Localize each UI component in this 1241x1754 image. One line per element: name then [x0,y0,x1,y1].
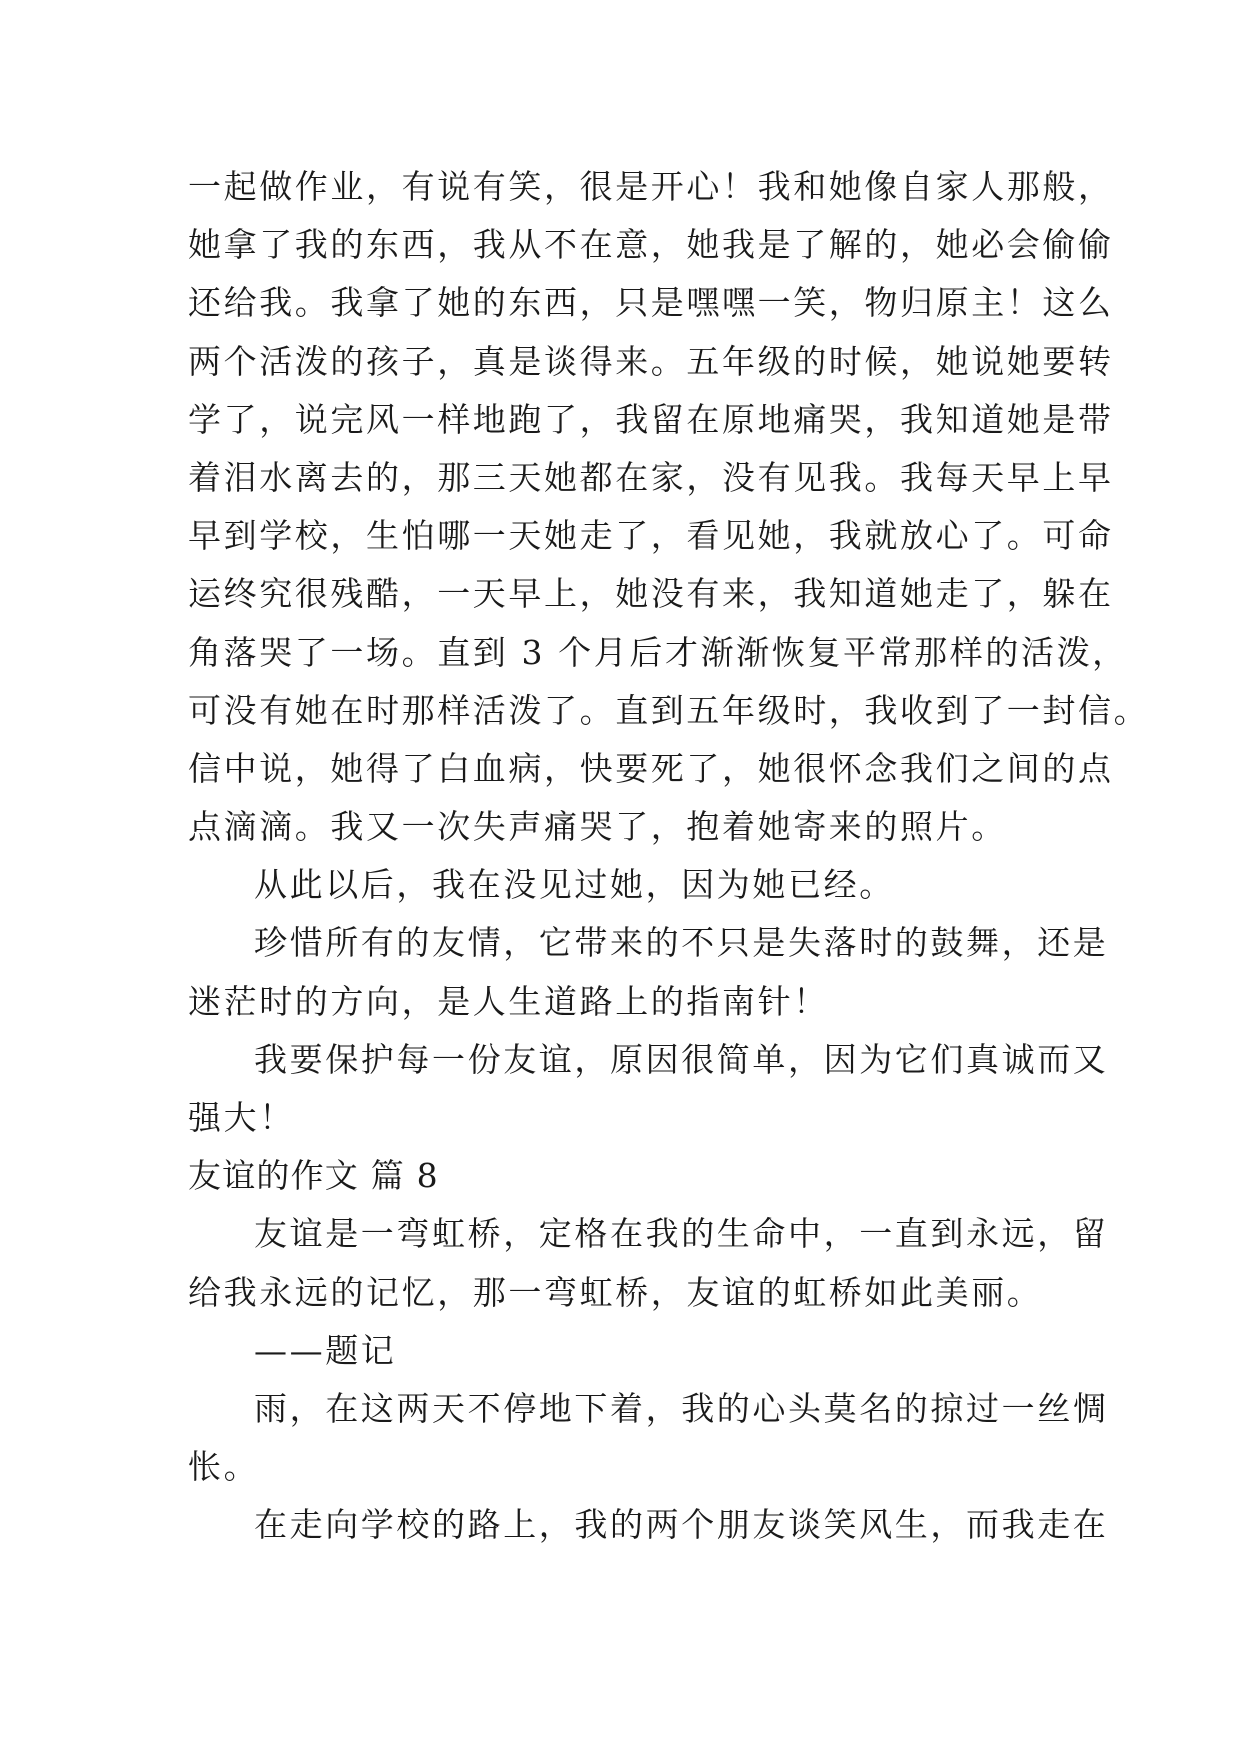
paragraph-start-line: 我要保护每一份友谊，原因很简单，因为它们真诚而又 [254,1039,1109,1079]
paragraph-start-line: 从此以后，我在没见过她，因为她已经。 [254,865,895,905]
epigraph-attribution: ——题记 [254,1330,397,1370]
text-line: 两个活泼的孩子，真是谈得来。五年级的时候，她说她要转 [188,341,1114,381]
text-line: 信中说，她得了白血病，快要死了，她很怀念我们之间的点 [188,748,1114,788]
text-line: 怅。 [188,1447,260,1487]
text-line: 点滴滴。我又一次失声痛哭了，抱着她寄来的照片。 [188,807,1007,847]
paragraph-start-line: 在走向学校的路上，我的两个朋友谈笑风生，而我走在 [254,1505,1109,1545]
paragraph-start-line: 雨，在这两天不停地下着，我的心头莫名的掠过一丝惆 [254,1388,1109,1428]
text-line: 迷茫时的方向，是人生道路上的指南针！ [188,981,829,1021]
text-line: 给我永远的记忆，那一弯虹桥，友谊的虹桥如此美丽。 [188,1272,1043,1312]
text-line: 还给我。我拿了她的东西，只是嘿嘿一笑，物归原主！这么 [188,283,1114,323]
text-line: 一起做作业，有说有笑，很是开心！我和她像自家人那般， [188,167,1114,206]
text-line: 着泪水离去的，那三天她都在家，没有见我。我每天早上早 [188,457,1114,497]
text-line: 强大！ [188,1098,295,1137]
section-heading: 友谊的作文 篇 8 [188,1156,439,1196]
text-line: 学了，说完风一样地跑了，我留在原地痛哭，我知道她是带 [188,399,1114,439]
text-line: 运终究很残酷，一天早上，她没有来，我知道她走了，躲在 [188,574,1114,614]
text-line: 可没有她在时那样活泼了。直到五年级时，我收到了一封信。 [188,690,1150,730]
text-line: 角落哭了一场。直到 3 个月后才渐渐恢复平常那样的活泼， [188,632,1128,672]
text-line: 早到学校，生怕哪一天她走了，看见她，我就放心了。可命 [188,516,1114,556]
text-line: 她拿了我的东西，我从不在意，她我是了解的，她必会偷偷 [188,225,1114,265]
paragraph-start-line: 珍惜所有的友情，它带来的不只是失落时的鼓舞，还是 [254,923,1109,963]
paragraph-start-line: 友谊是一弯虹桥，定格在我的生命中，一直到永远，留 [254,1214,1109,1254]
document-body [188,158,1150,1555]
